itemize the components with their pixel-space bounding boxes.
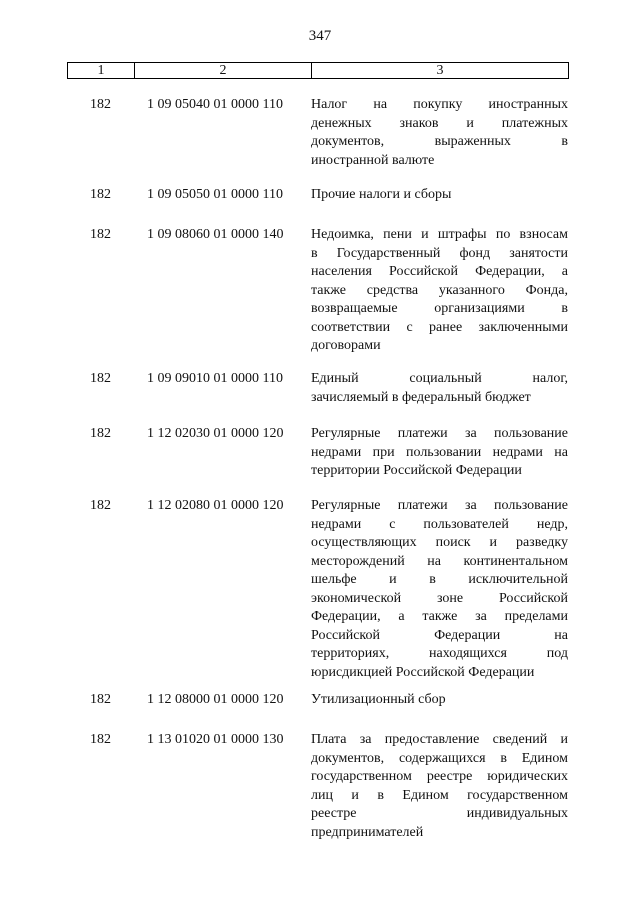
- description-line: недрами с пользователей недр,: [311, 516, 568, 532]
- description-line: Утилизационный сбор: [311, 692, 446, 707]
- description-line: месторождений на континентальном: [311, 553, 568, 569]
- column-header-table: [67, 62, 569, 79]
- description-line: шельфе и в исключительной: [311, 572, 568, 587]
- revenue-description: [311, 226, 568, 356]
- description-line: Регулярные платежи за пользование: [311, 498, 568, 513]
- admin-code: 182: [90, 371, 111, 386]
- description-line: Прочие налоги и сборы: [311, 187, 452, 202]
- admin-code: 182: [90, 498, 111, 513]
- admin-code: 182: [90, 732, 111, 747]
- description-line: реестре индивидуальных: [311, 806, 568, 821]
- budget-classification-code: 1 09 09010 01 0000 110: [147, 371, 283, 386]
- admin-code: 182: [90, 692, 111, 707]
- page-number: 347: [308, 28, 332, 44]
- revenue-description: [311, 96, 568, 170]
- description-line: также средства указанного Фонда,: [311, 282, 568, 298]
- admin-code: 182: [90, 97, 111, 112]
- description-line: документов, выраженных в: [311, 134, 568, 149]
- description-line: соответствии с ранее заключенными: [311, 319, 568, 335]
- description-line: территории Российской Федерации: [311, 463, 522, 478]
- description-line: иностранной валюте: [311, 152, 435, 168]
- description-line: Плата за предоставление сведений и: [311, 732, 568, 747]
- budget-classification-code: 1 09 05040 01 0000 110: [147, 97, 283, 112]
- budget-classification-code: 1 13 01020 01 0000 130: [147, 732, 284, 747]
- revenue-description: [311, 425, 568, 481]
- description-line: Единый социальный налог,: [311, 371, 568, 386]
- description-line: возвращаемые организациями в: [311, 301, 568, 316]
- description-line: юрисдикцией Российской Федерации: [311, 664, 535, 680]
- description-line: денежных знаков и платежных: [311, 115, 568, 131]
- description-line: осуществляющих поиск и разведку: [311, 535, 568, 550]
- budget-classification-code: 1 12 02080 01 0000 120: [147, 498, 284, 513]
- revenue-description: [311, 691, 568, 710]
- budget-classification-code: 1 12 08000 01 0000 120: [147, 692, 284, 707]
- description-line: территориях, находящихся под: [311, 646, 568, 661]
- description-line: предпринимателей: [311, 824, 424, 840]
- budget-classification-code: 1 09 05050 01 0000 110: [147, 187, 283, 202]
- admin-code: 182: [90, 227, 111, 242]
- revenue-description: [311, 497, 568, 682]
- column-header-3: 3: [312, 63, 569, 79]
- budget-classification-code: 1 09 08060 01 0000 140: [147, 227, 284, 242]
- column-header-row: [68, 63, 569, 79]
- revenue-description: [311, 370, 568, 407]
- revenue-description: [311, 731, 568, 842]
- description-line: экономической зоне Российской: [311, 590, 568, 606]
- description-line: государственном реестре юридических: [311, 769, 568, 784]
- revenue-description: [311, 186, 568, 205]
- description-line: населения Российской Федерации, а: [311, 264, 568, 279]
- description-line: Российской Федерации на: [311, 627, 568, 643]
- description-line: Регулярные платежи за пользование: [311, 426, 568, 441]
- column-header-1: 1: [68, 63, 135, 79]
- description-line: Федерации, а также за пределами: [311, 609, 568, 624]
- description-line: Недоимка, пени и штрафы по взносам: [311, 227, 568, 242]
- column-header-2: 2: [135, 63, 312, 79]
- admin-code: 182: [90, 187, 111, 202]
- description-line: договорами: [311, 338, 381, 353]
- description-line: лиц и в Едином государственном: [311, 787, 568, 803]
- description-line: зачисляемый в федеральный бюджет: [311, 389, 531, 405]
- budget-classification-code: 1 12 02030 01 0000 120: [147, 426, 284, 441]
- description-line: документов, содержащихся в Едином: [311, 750, 568, 766]
- description-line: Налог на покупку иностранных: [311, 97, 568, 112]
- description-line: в Государственный фонд занятости: [311, 245, 568, 261]
- admin-code: 182: [90, 426, 111, 441]
- description-line: недрами при пользовании недрами на: [311, 444, 568, 460]
